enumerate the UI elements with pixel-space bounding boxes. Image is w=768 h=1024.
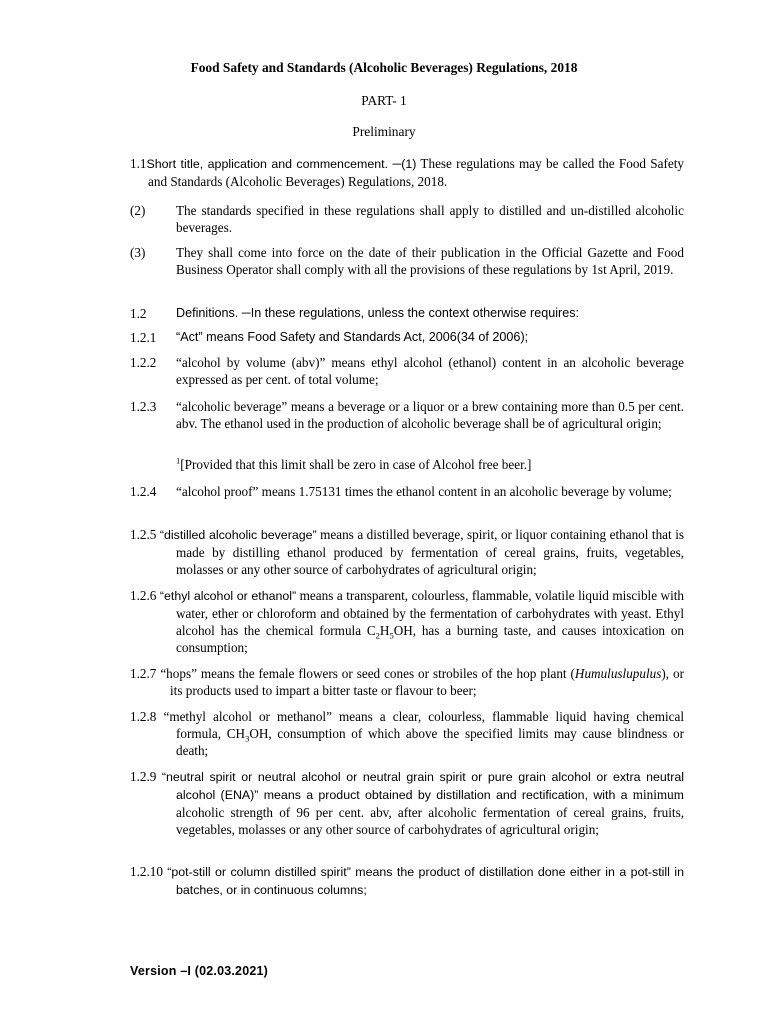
document-title: Food Safety and Standards (Alcoholic Beverages) Regulations, 2018 — [190, 60, 578, 75]
section-number: 1.2.9 — [130, 769, 157, 784]
section-1-2-6: 1.2.6 “ethyl alcohol or ethanol” means a transparent, colourless, flammable, volatile liquid miscible with water, ether or chloroform and obtained by the fermentation of carbohydrates with yeast. Ethyl alcohol has the chemical formula $C_2H_5OH$, has a burning taste, and causes intoxication on consumption; — [130, 588, 685, 655]
section-lead: “ethyl alcohol or ethanol” — [159, 589, 297, 603]
section-1-1 — [130, 155, 684, 190]
section-number: 1.2.8 — [130, 709, 157, 724]
section-number: 1.2.2 — [130, 355, 157, 370]
section-text: “alcohol proof” means 1.75131 times the ethanol content in an alcoholic beverage by volume; — [176, 484, 672, 499]
section-1-2-5 — [130, 526, 684, 578]
section-number: (2) — [130, 203, 146, 218]
section-text: means a distilled beverage, spirit, or liquor containing ethanol that is made by distilling ethanol produced by fermentation of cereal grains, fruits, vegetables, molasses or any other source of carbohydrates of agricultural origin; — [176, 527, 684, 577]
footnote-marker: 1 — [176, 455, 181, 466]
section-lead: Short title, application and commencement. ─(1) — [146, 157, 417, 171]
section-lead: “distilled alcoholic beverage” — [159, 528, 317, 542]
section-lead: “neutral spirit or neutral alcohol or neutral grain spirit or pure grain alcohol or extra neutral alcohol (ENA)” means a product obtained by distillation and rectification, with a — [161, 770, 684, 802]
section-1-2-7: 1.2.7 “hops” means the female flowers or seed cones or strobiles of the hop plant (Humuluslupulus), or its products used to impart a bitter taste or flavour to beer; — [130, 666, 684, 698]
section-text: They shall come into force on the date of their publication in the Official Gazette and Food Business Operator shall comply with all the provisions of these regulations by 1st April, 2019. — [176, 245, 684, 277]
section-text: These regulations may be called the Food Safety and Standards (Alcoholic Beverages) Regulations, 2018. — [148, 156, 684, 189]
section-1-2-9 — [130, 768, 684, 838]
section-text: “Act” means Food Safety and Standards Act, 2006(34 of 2006); — [176, 330, 529, 344]
section-number: 1.2.7 — [130, 666, 157, 681]
section-1-2-8: 1.2.8 “methyl alcohol or methanol” means a clear, colourless, flammable liquid having chemical formula, $CH_3OH$, consumption of which above the specified limits may cause blindness or death; — [130, 709, 684, 758]
section-number: 1.2.5 — [130, 527, 157, 542]
version-footer: Version –I (02.03.2021) — [130, 964, 269, 978]
section-number: 1.2.4 — [130, 484, 157, 499]
proviso-text: [Provided that this limit shall be zero in case of Alcohol free beer.] — [180, 457, 532, 472]
section-1-2-10 — [130, 863, 684, 899]
section-text: Definitions. ─In these regulations, unless the context otherwise requires: — [176, 306, 580, 320]
section-number: 1.2.3 — [130, 399, 157, 414]
section-text: “alcohol by volume (abv)” means ethyl alcohol (ethanol) content in an alcoholic beverage expressed as per cent. of total volume; — [176, 355, 684, 387]
section-text: minimum alcoholic strength of 96 per cent. abv, after alcoholic fermentation of cereal grains, fruits, vegetables, molasses or any other source of carbohydrates of agricultural origin; — [176, 787, 684, 837]
part-heading: PART- 1 — [361, 93, 407, 108]
section-text: “pot-still or column distilled spirit” means the product of distillation done either in a pot-still in batches, or in continuous columns; — [167, 865, 684, 897]
species-name: Humuluslupulus — [574, 666, 662, 681]
section-number: 1.2 — [130, 306, 147, 321]
section-number: 1.2.10 — [130, 864, 163, 879]
proviso-note — [176, 457, 684, 473]
section-number: 1.2.1 — [130, 330, 157, 345]
section-number: 1.1 — [130, 156, 147, 171]
section-text: The standards specified in these regulations shall apply to distilled and un-distilled alcoholic beverages. — [176, 203, 684, 235]
chapter-heading: Preliminary — [352, 124, 416, 139]
section-text: “alcoholic beverage” means a beverage or a liquor or a brew containing more than 0.5 per cent. abv. The ethanol used in the production of alcoholic beverage shall be of agricultural origin; — [176, 399, 684, 431]
section-number: (3) — [130, 245, 146, 260]
section-number: 1.2.6 — [130, 588, 157, 603]
